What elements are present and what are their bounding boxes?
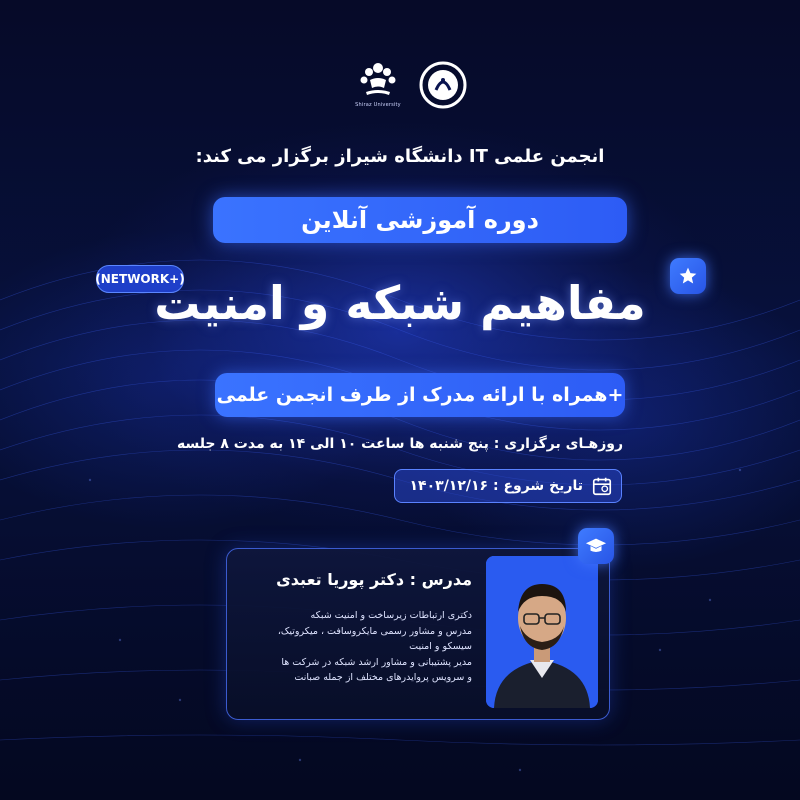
certificate-label: +همراه با ارائه مدرک از طرف انجمن علمی — [216, 384, 624, 406]
instructor-portrait — [486, 556, 598, 708]
instructor-photo — [486, 556, 598, 708]
bio-line: مدرس و مشاور رسمی مایکروسافت ، میکروتیک، — [277, 625, 472, 637]
course-title: مفاهیم شبکه و امنیت — [154, 276, 646, 330]
instructor-name: مدرس : دکتر پوریا تعبدی — [276, 570, 472, 589]
bio-line: و سرویس پروایدرهای مختلف از جمله صبانت — [294, 672, 472, 683]
bio-line: دکتری ارتباطات زیرساخت و امنیت شبکه — [310, 610, 472, 621]
logo-row — [0, 58, 800, 118]
it-association-logo — [418, 60, 468, 110]
graduation-cap-badge — [578, 528, 614, 564]
start-date-label: تاریخ شروع : ۱۴۰۳/۱۲/۱۶ — [409, 478, 583, 494]
certificate-pill — [215, 373, 625, 417]
course-type-pill — [213, 197, 627, 243]
graduation-cap-icon — [585, 535, 607, 557]
start-date-pill — [394, 469, 622, 503]
intro-heading: انجمن علمی IT دانشگاه شیراز برگزار می کند: — [195, 146, 605, 167]
instructor-bio — [240, 608, 472, 686]
network-plus-label: (NETWORK+) — [95, 272, 185, 286]
schedule-text: روزهـای برگزاری : پنج شنبه ها ساعت ۱۰ الی ۱۴ به مدت ۸ جلسه — [176, 436, 624, 452]
calendar-icon — [591, 475, 613, 497]
university-name-label: Shiraz University — [355, 102, 401, 108]
bio-line: سیسکو و امنیت — [409, 641, 472, 652]
course-type-label: دوره آموزشی آنلاین — [301, 206, 539, 234]
bio-line: مدیر پشتیبانی و مشاور ارشد شبکه در شرکت ها — [281, 656, 472, 668]
